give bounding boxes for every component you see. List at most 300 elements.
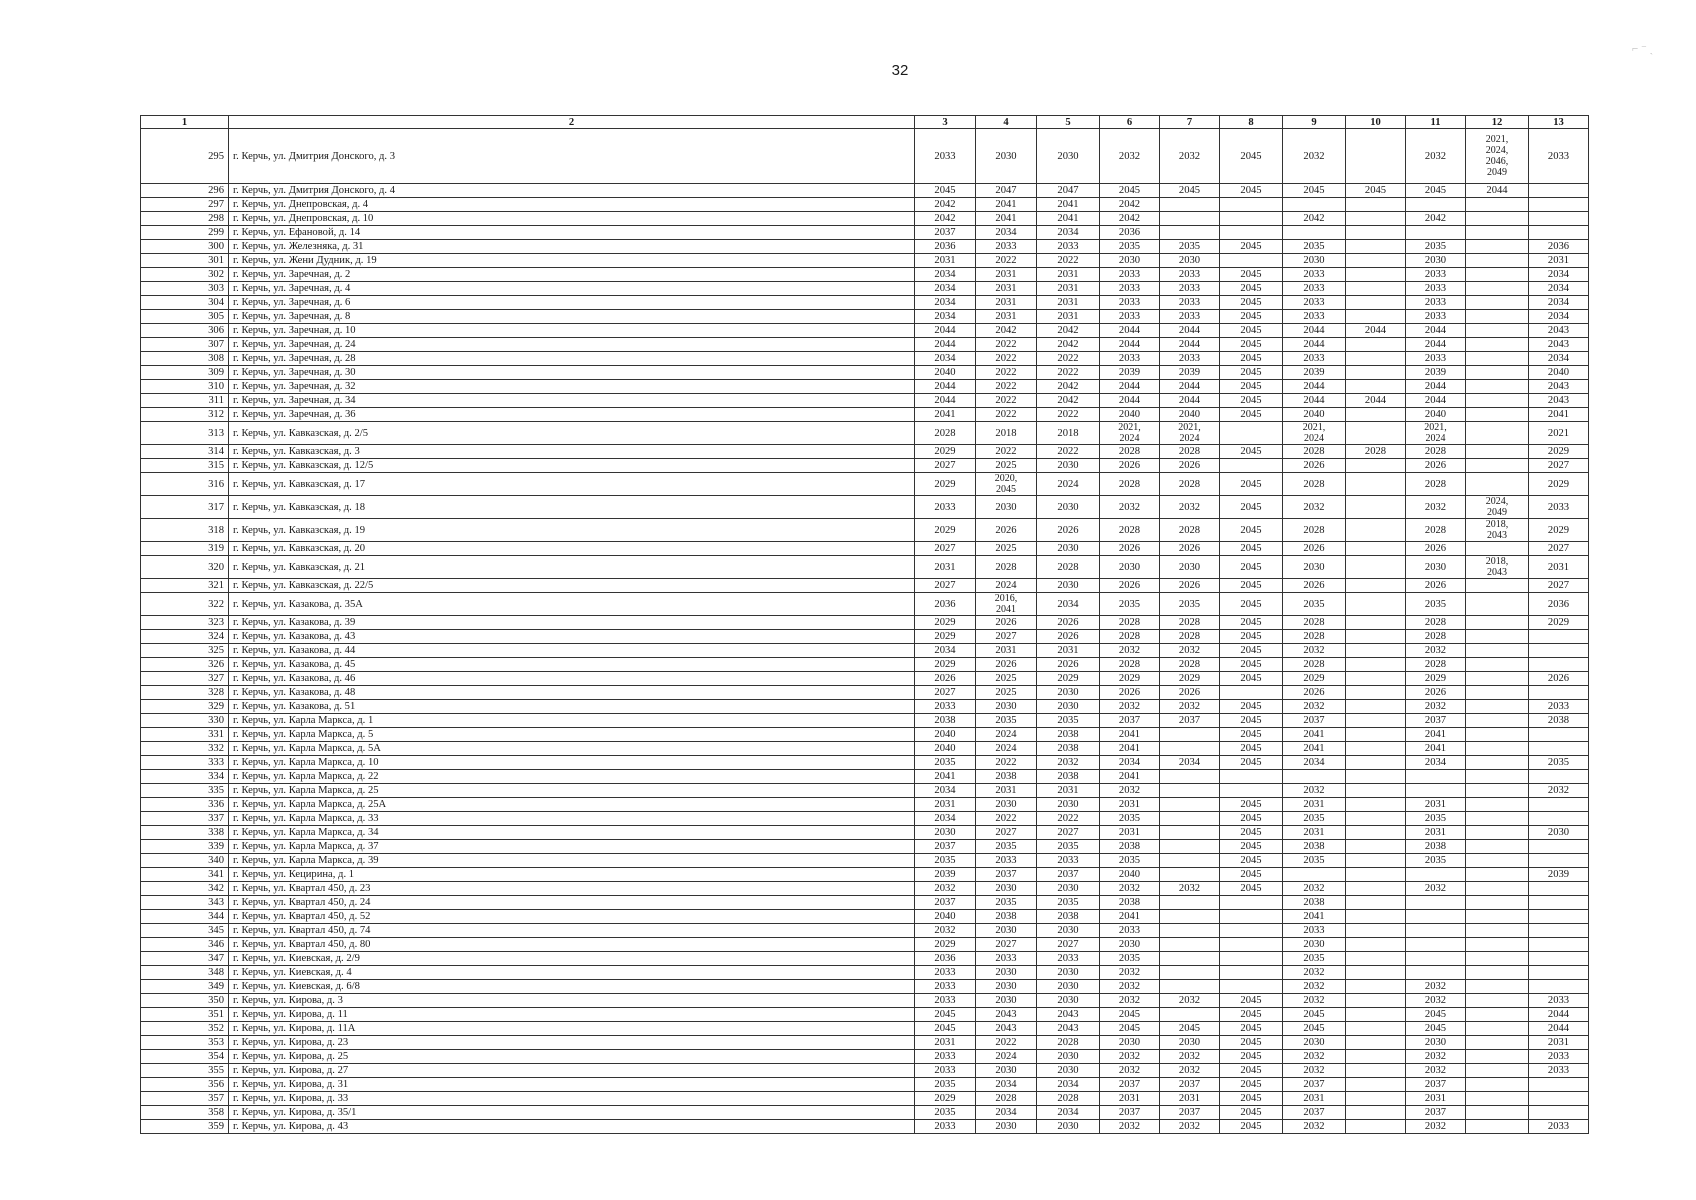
year-cell: 2028 xyxy=(1160,616,1220,630)
year-cell: 2037 xyxy=(915,896,976,910)
year-cell: 2045 xyxy=(1160,1022,1220,1036)
address-cell: г. Керчь, ул. Кецирина, д. 1 xyxy=(229,868,915,882)
year-cell: 2040 xyxy=(915,728,976,742)
year-cell: 2033 xyxy=(1529,1050,1589,1064)
housing-schedule-table xyxy=(140,115,1589,1134)
row-number: 318 xyxy=(141,519,229,542)
table-row xyxy=(141,854,1589,868)
year-cell: 2032 xyxy=(1037,756,1100,770)
year-cell xyxy=(1220,254,1283,268)
table-row xyxy=(141,324,1589,338)
year-cell: 2034 xyxy=(915,644,976,658)
year-cell: 2033 xyxy=(1283,296,1346,310)
year-cell: 2043 xyxy=(1529,394,1589,408)
year-cell xyxy=(1160,212,1220,226)
address-cell: г. Керчь, ул. Заречная, д. 32 xyxy=(229,380,915,394)
year-cell xyxy=(1346,854,1406,868)
year-cell: 2033 xyxy=(1037,952,1100,966)
row-number: 308 xyxy=(141,352,229,366)
scan-corner-mark: ⌐ ⁻ ˏ xyxy=(1632,43,1654,55)
year-cell: 2021, 2024 xyxy=(1406,422,1466,445)
year-cell: 2027 xyxy=(915,459,976,473)
year-cell: 2026 xyxy=(1160,459,1220,473)
address-cell: г. Керчь, ул. Киевская, д. 4 xyxy=(229,966,915,980)
year-cell xyxy=(1346,966,1406,980)
year-cell: 2037 xyxy=(1406,714,1466,728)
year-cell: 2034 xyxy=(1529,282,1589,296)
year-cell: 2041 xyxy=(1100,742,1160,756)
year-cell: 2035 xyxy=(1406,593,1466,616)
year-cell: 2026 xyxy=(1037,519,1100,542)
year-cell: 2030 xyxy=(1160,254,1220,268)
year-cell xyxy=(1283,198,1346,212)
year-cell: 2027 xyxy=(915,686,976,700)
year-cell xyxy=(1466,542,1529,556)
year-cell xyxy=(1466,254,1529,268)
year-cell: 2034 xyxy=(1037,593,1100,616)
row-number: 298 xyxy=(141,212,229,226)
year-cell: 2022 xyxy=(1037,812,1100,826)
year-cell: 2034 xyxy=(1283,756,1346,770)
year-cell: 2026 xyxy=(1160,579,1220,593)
year-cell: 2037 xyxy=(1100,1106,1160,1120)
year-cell: 2018 xyxy=(1037,422,1100,445)
table-row xyxy=(141,473,1589,496)
year-cell: 2039 xyxy=(1100,366,1160,380)
year-cell: 2027 xyxy=(1529,459,1589,473)
year-cell: 2032 xyxy=(1283,994,1346,1008)
year-cell: 2045 xyxy=(1220,728,1283,742)
table-row xyxy=(141,226,1589,240)
table-row xyxy=(141,198,1589,212)
year-cell xyxy=(1529,184,1589,198)
row-number: 332 xyxy=(141,742,229,756)
year-cell: 2045 xyxy=(1220,826,1283,840)
year-cell: 2030 xyxy=(1037,579,1100,593)
year-cell: 2028 xyxy=(976,556,1037,579)
year-cell xyxy=(1346,310,1406,324)
year-cell xyxy=(1466,1078,1529,1092)
table-row xyxy=(141,1120,1589,1134)
year-cell xyxy=(1529,728,1589,742)
year-cell: 2033 xyxy=(1160,352,1220,366)
year-cell xyxy=(1529,840,1589,854)
year-cell xyxy=(1346,198,1406,212)
year-cell xyxy=(1466,784,1529,798)
row-number: 343 xyxy=(141,896,229,910)
year-cell xyxy=(1220,910,1283,924)
year-cell: 2029 xyxy=(1160,672,1220,686)
year-cell: 2032 xyxy=(1283,1064,1346,1078)
year-cell: 2028 xyxy=(1100,519,1160,542)
year-cell xyxy=(1346,556,1406,579)
row-number: 325 xyxy=(141,644,229,658)
table-row xyxy=(141,129,1589,184)
year-cell: 2043 xyxy=(1529,380,1589,394)
col-header: 5 xyxy=(1037,116,1100,129)
year-cell xyxy=(1346,686,1406,700)
year-cell: 2037 xyxy=(1160,1106,1220,1120)
year-cell: 2021, 2024 xyxy=(1100,422,1160,445)
row-number: 338 xyxy=(141,826,229,840)
year-cell: 2044 xyxy=(1529,1022,1589,1036)
year-cell: 2033 xyxy=(1529,129,1589,184)
year-cell: 2028 xyxy=(1406,616,1466,630)
year-cell: 2029 xyxy=(1283,672,1346,686)
year-cell xyxy=(1466,798,1529,812)
year-cell: 2040 xyxy=(1283,408,1346,422)
year-cell: 2030 xyxy=(1037,700,1100,714)
year-cell xyxy=(1346,1106,1406,1120)
col-header: 1 xyxy=(141,116,229,129)
year-cell xyxy=(1529,854,1589,868)
year-cell: 2018, 2043 xyxy=(1466,556,1529,579)
year-cell: 2045 xyxy=(1220,994,1283,1008)
year-cell xyxy=(1346,352,1406,366)
year-cell: 2035 xyxy=(1406,854,1466,868)
row-number: 313 xyxy=(141,422,229,445)
table-row xyxy=(141,282,1589,296)
year-cell xyxy=(1160,966,1220,980)
row-number: 319 xyxy=(141,542,229,556)
year-cell: 2041 xyxy=(1529,408,1589,422)
year-cell: 2034 xyxy=(915,352,976,366)
year-cell: 2028 xyxy=(1406,445,1466,459)
year-cell: 2020, 2045 xyxy=(976,473,1037,496)
year-cell xyxy=(1346,756,1406,770)
year-cell: 2042 xyxy=(976,324,1037,338)
year-cell: 2045 xyxy=(1220,630,1283,644)
address-cell: г. Керчь, ул. Кирова, д. 27 xyxy=(229,1064,915,1078)
year-cell xyxy=(1406,198,1466,212)
year-cell xyxy=(1346,212,1406,226)
year-cell: 2035 xyxy=(976,840,1037,854)
year-cell: 2040 xyxy=(915,910,976,924)
year-cell: 2032 xyxy=(1100,1050,1160,1064)
table-row xyxy=(141,1078,1589,1092)
row-number: 321 xyxy=(141,579,229,593)
year-cell xyxy=(1346,938,1406,952)
year-cell: 2032 xyxy=(1283,882,1346,896)
year-cell: 2026 xyxy=(1100,459,1160,473)
year-cell: 2030 xyxy=(1037,1064,1100,1078)
year-cell: 2045 xyxy=(1100,184,1160,198)
row-number: 311 xyxy=(141,394,229,408)
year-cell xyxy=(1529,742,1589,756)
year-cell: 2026 xyxy=(1406,459,1466,473)
year-cell: 2029 xyxy=(1529,445,1589,459)
year-cell: 2035 xyxy=(1100,593,1160,616)
row-number: 297 xyxy=(141,198,229,212)
year-cell: 2045 xyxy=(1220,1092,1283,1106)
year-cell: 2039 xyxy=(1160,366,1220,380)
year-cell xyxy=(1466,352,1529,366)
row-number: 299 xyxy=(141,226,229,240)
year-cell: 2033 xyxy=(976,240,1037,254)
col-header: 10 xyxy=(1346,116,1406,129)
year-cell: 2044 xyxy=(1160,394,1220,408)
year-cell: 2037 xyxy=(1160,714,1220,728)
year-cell xyxy=(1160,728,1220,742)
address-cell: г. Керчь, ул. Карла Маркса, д. 39 xyxy=(229,854,915,868)
table-row xyxy=(141,966,1589,980)
year-cell: 2032 xyxy=(1160,1050,1220,1064)
year-cell: 2031 xyxy=(976,282,1037,296)
table-row xyxy=(141,542,1589,556)
table-body xyxy=(141,129,1589,1134)
year-cell: 2021 xyxy=(1529,422,1589,445)
year-cell: 2037 xyxy=(1100,1078,1160,1092)
year-cell: 2027 xyxy=(1529,579,1589,593)
year-cell: 2041 xyxy=(915,408,976,422)
year-cell: 2029 xyxy=(1037,672,1100,686)
year-cell: 2045 xyxy=(1220,593,1283,616)
year-cell: 2030 xyxy=(1100,254,1160,268)
row-number: 328 xyxy=(141,686,229,700)
year-cell xyxy=(1529,938,1589,952)
year-cell: 2022 xyxy=(976,812,1037,826)
year-cell: 2030 xyxy=(1100,556,1160,579)
table-row xyxy=(141,868,1589,882)
year-cell xyxy=(1346,826,1406,840)
row-number: 296 xyxy=(141,184,229,198)
table-row xyxy=(141,630,1589,644)
year-cell: 2031 xyxy=(976,310,1037,324)
year-cell: 2045 xyxy=(1220,282,1283,296)
year-cell: 2038 xyxy=(1283,896,1346,910)
address-cell: г. Керчь, ул. Днепровская, д. 4 xyxy=(229,198,915,212)
year-cell: 2032 xyxy=(1406,644,1466,658)
address-cell: г. Керчь, ул. Кавказская, д. 18 xyxy=(229,496,915,519)
year-cell: 2034 xyxy=(915,268,976,282)
year-cell: 2031 xyxy=(915,798,976,812)
year-cell: 2029 xyxy=(915,473,976,496)
year-cell: 2022 xyxy=(1037,366,1100,380)
table-row xyxy=(141,338,1589,352)
year-cell xyxy=(1220,924,1283,938)
table-row xyxy=(141,728,1589,742)
year-cell: 2044 xyxy=(1283,338,1346,352)
year-cell xyxy=(1346,519,1406,542)
year-cell: 2037 xyxy=(915,226,976,240)
table-row xyxy=(141,686,1589,700)
year-cell: 2034 xyxy=(915,812,976,826)
year-cell: 2030 xyxy=(1037,1050,1100,1064)
year-cell xyxy=(1283,868,1346,882)
year-cell: 2031 xyxy=(1037,268,1100,282)
table-row xyxy=(141,1050,1589,1064)
year-cell xyxy=(1529,212,1589,226)
table-row xyxy=(141,1106,1589,1120)
year-cell: 2044 xyxy=(1346,324,1406,338)
year-cell: 2035 xyxy=(976,714,1037,728)
year-cell: 2032 xyxy=(915,924,976,938)
year-cell: 2030 xyxy=(1037,882,1100,896)
row-number: 336 xyxy=(141,798,229,812)
row-number: 333 xyxy=(141,756,229,770)
year-cell: 2026 xyxy=(915,672,976,686)
year-cell xyxy=(1466,198,1529,212)
year-cell: 2044 xyxy=(1283,324,1346,338)
year-cell: 2040 xyxy=(915,366,976,380)
table-row xyxy=(141,366,1589,380)
year-cell xyxy=(1220,770,1283,784)
address-cell: г. Керчь, ул. Казакова, д. 35А xyxy=(229,593,915,616)
year-cell: 2033 xyxy=(1283,924,1346,938)
year-cell: 2031 xyxy=(1100,1092,1160,1106)
year-cell: 2033 xyxy=(976,952,1037,966)
row-number: 331 xyxy=(141,728,229,742)
year-cell: 2028 xyxy=(1406,519,1466,542)
address-cell: г. Керчь, ул. Кирова, д. 35/1 xyxy=(229,1106,915,1120)
year-cell xyxy=(1160,868,1220,882)
year-cell: 2033 xyxy=(1100,310,1160,324)
year-cell xyxy=(1406,910,1466,924)
year-cell: 2042 xyxy=(1037,380,1100,394)
table-row xyxy=(141,268,1589,282)
year-cell: 2043 xyxy=(1529,338,1589,352)
year-cell: 2027 xyxy=(915,542,976,556)
year-cell: 2042 xyxy=(1037,394,1100,408)
row-number: 337 xyxy=(141,812,229,826)
address-cell: г. Керчь, ул. Карла Маркса, д. 37 xyxy=(229,840,915,854)
address-cell: г. Керчь, ул. Днепровская, д. 10 xyxy=(229,212,915,226)
year-cell: 2041 xyxy=(1406,742,1466,756)
year-cell: 2034 xyxy=(1529,268,1589,282)
year-cell xyxy=(1283,770,1346,784)
table-row xyxy=(141,700,1589,714)
year-cell: 2040 xyxy=(1160,408,1220,422)
year-cell: 2044 xyxy=(1406,394,1466,408)
address-cell: г. Керчь, ул. Кавказская, д. 3 xyxy=(229,445,915,459)
year-cell: 2031 xyxy=(1037,282,1100,296)
col-header: 2 xyxy=(229,116,915,129)
year-cell: 2028 xyxy=(1100,658,1160,672)
year-cell: 2044 xyxy=(1283,394,1346,408)
year-cell: 2045 xyxy=(1220,268,1283,282)
year-cell: 2022 xyxy=(976,254,1037,268)
year-cell xyxy=(1466,896,1529,910)
year-cell: 2045 xyxy=(1220,310,1283,324)
year-cell: 2032 xyxy=(1283,784,1346,798)
year-cell: 2032 xyxy=(1100,980,1160,994)
year-cell: 2025 xyxy=(976,542,1037,556)
year-cell xyxy=(1466,394,1529,408)
year-cell: 2030 xyxy=(1037,994,1100,1008)
year-cell: 2032 xyxy=(1283,980,1346,994)
year-cell: 2028 xyxy=(1406,658,1466,672)
table-row xyxy=(141,770,1589,784)
year-cell xyxy=(1346,1120,1406,1134)
year-cell: 2044 xyxy=(1466,184,1529,198)
year-cell: 2032 xyxy=(1283,129,1346,184)
year-cell: 2032 xyxy=(1283,700,1346,714)
year-cell: 2022 xyxy=(976,408,1037,422)
table-row xyxy=(141,672,1589,686)
year-cell: 2043 xyxy=(1037,1022,1100,1036)
year-cell: 2032 xyxy=(1160,1120,1220,1134)
year-cell xyxy=(1466,854,1529,868)
address-cell: г. Керчь, ул. Кавказская, д. 17 xyxy=(229,473,915,496)
year-cell: 2026 xyxy=(1160,542,1220,556)
year-cell xyxy=(1346,658,1406,672)
year-cell: 2031 xyxy=(1406,798,1466,812)
year-cell xyxy=(1466,1050,1529,1064)
year-cell xyxy=(1346,952,1406,966)
year-cell xyxy=(1466,952,1529,966)
year-cell: 2028 xyxy=(1406,630,1466,644)
year-cell xyxy=(1346,924,1406,938)
year-cell: 2045 xyxy=(1220,616,1283,630)
year-cell: 2032 xyxy=(1100,1064,1160,1078)
year-cell: 2035 xyxy=(1160,593,1220,616)
address-cell: г. Керчь, ул. Квартал 450, д. 52 xyxy=(229,910,915,924)
year-cell xyxy=(1466,812,1529,826)
year-cell: 2030 xyxy=(1160,556,1220,579)
row-number: 339 xyxy=(141,840,229,854)
year-cell: 2034 xyxy=(915,784,976,798)
year-cell: 2029 xyxy=(1529,519,1589,542)
year-cell: 2035 xyxy=(1100,240,1160,254)
year-cell: 2044 xyxy=(1346,394,1406,408)
year-cell: 2038 xyxy=(1529,714,1589,728)
address-cell: г. Керчь, ул. Кавказская, д. 2/5 xyxy=(229,422,915,445)
row-number: 358 xyxy=(141,1106,229,1120)
year-cell: 2045 xyxy=(1283,1022,1346,1036)
address-cell: г. Керчь, ул. Кавказская, д. 20 xyxy=(229,542,915,556)
table-row xyxy=(141,212,1589,226)
year-cell: 2045 xyxy=(1220,366,1283,380)
year-cell: 2047 xyxy=(976,184,1037,198)
year-cell: 2033 xyxy=(1100,352,1160,366)
year-cell: 2029 xyxy=(1100,672,1160,686)
year-cell: 2045 xyxy=(1100,1008,1160,1022)
year-cell: 2045 xyxy=(1220,644,1283,658)
year-cell: 2045 xyxy=(1220,1120,1283,1134)
year-cell: 2026 xyxy=(1283,579,1346,593)
year-cell: 2031 xyxy=(1283,826,1346,840)
year-cell xyxy=(1346,422,1406,445)
year-cell xyxy=(1466,770,1529,784)
year-cell xyxy=(1346,1064,1406,1078)
year-cell xyxy=(1346,254,1406,268)
year-cell: 2024 xyxy=(976,1050,1037,1064)
year-cell xyxy=(1346,714,1406,728)
year-cell: 2033 xyxy=(915,1050,976,1064)
year-cell: 2039 xyxy=(1283,366,1346,380)
row-number: 334 xyxy=(141,770,229,784)
year-cell xyxy=(1406,784,1466,798)
year-cell xyxy=(1220,952,1283,966)
address-cell: г. Керчь, ул. Заречная, д. 10 xyxy=(229,324,915,338)
year-cell xyxy=(1466,616,1529,630)
year-cell: 2045 xyxy=(1220,129,1283,184)
year-cell: 2041 xyxy=(1037,198,1100,212)
year-cell: 2031 xyxy=(1529,556,1589,579)
year-cell xyxy=(1160,798,1220,812)
year-cell xyxy=(1346,240,1406,254)
year-cell: 2036 xyxy=(1100,226,1160,240)
year-cell: 2044 xyxy=(1160,338,1220,352)
year-cell: 2031 xyxy=(1283,798,1346,812)
table-row xyxy=(141,798,1589,812)
year-cell xyxy=(1529,980,1589,994)
year-cell xyxy=(1529,770,1589,784)
year-cell: 2041 xyxy=(1283,742,1346,756)
year-cell: 2028 xyxy=(915,422,976,445)
year-cell: 2033 xyxy=(915,1064,976,1078)
year-cell: 2027 xyxy=(1037,938,1100,952)
